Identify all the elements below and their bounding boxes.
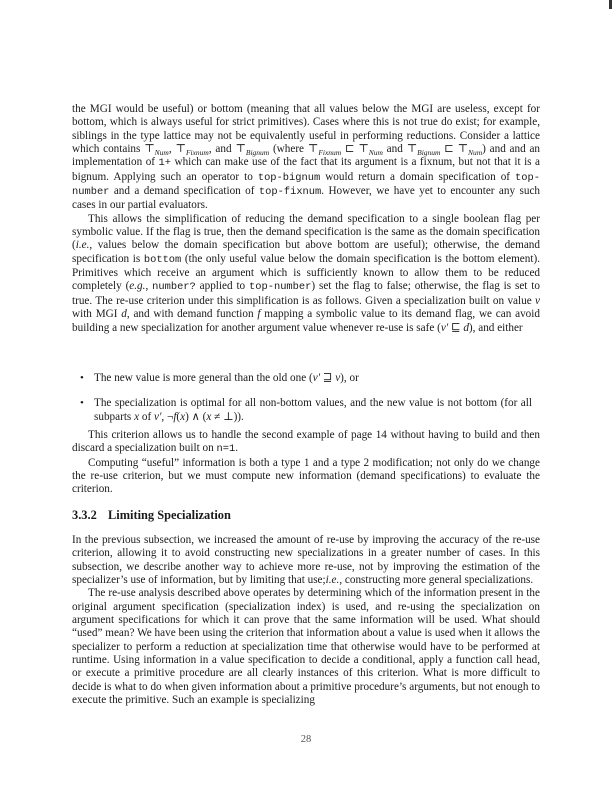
code-token: 1+	[158, 157, 171, 170]
code-token: n=1	[216, 443, 236, 456]
text-block-top	[72, 103, 540, 335]
code-token: top-number	[249, 281, 312, 294]
section-heading	[72, 508, 231, 523]
math-var: v	[335, 372, 341, 384]
subscript: Bignum	[417, 148, 441, 158]
code-token: top-bignum	[257, 171, 321, 184]
math-var: f	[257, 308, 261, 321]
math-var: i.e.	[325, 574, 340, 587]
math-var: x	[206, 410, 212, 423]
section-number: 3.3.2	[72, 508, 97, 522]
subscript: Num	[467, 148, 483, 158]
paragraph-p3: This criterion allows us to handle the second example of page 14 without having to build and then discard a specialization built on n=1.	[72, 429, 540, 456]
math-var: v′	[153, 410, 162, 423]
math-var: v	[535, 294, 540, 307]
subscript: Num	[154, 148, 169, 158]
code-token: top-fixnum	[258, 186, 322, 199]
page-number: 28	[300, 734, 312, 745]
paragraph-p6: The re-use analysis described above operates by determining which of the information present in the original argument specification (specialization index) is used, and re-using the specialization on argument specifications for which it can prove that the same information will be used. What should “used” mean? We have been using the criterion that information about a value is used when it allows the specializer to perform a reduction at specialization time that otherwise would have to be performed at runtime. Using information in a value specification to decide a conditional, apply a function call head, or execute a primitive procedure are all clearly instances of this criterion. What is more difficult to decide is what to do when given information about a primitive procedure’s arguments, but not enough to execute the primitive. Such an example is specializing	[72, 587, 540, 707]
math-var: d	[121, 308, 127, 321]
bullet-item: • The new value is more general than the old one (v′ ⊒ v), or	[72, 372, 540, 385]
code-token: bottom	[143, 253, 182, 266]
math-var: d	[463, 321, 469, 334]
bullet-list	[72, 372, 540, 424]
math-var: f	[173, 410, 177, 423]
bullet-item: • The specialization is optimal for all non-bottom values, and the new value is not bottom (for all subparts x of v′, ¬f(x) ∧ (x ≠ ⊥)).	[72, 397, 540, 424]
math-var: e.g.	[129, 280, 146, 293]
subscript: Fixnum	[185, 148, 209, 158]
paragraph-p2: This allows the simplification of reducing the demand specification to a single boolean flag per symbolic value. If the flag is true, then the demand specification is the same as the domain specification (i.e., values below the domain specification but above bottom are useful); otherwise, the demand specification is bottom (the only useful value below the domain specification is the bottom element). Primitives which receive an argument which is sufficiently known to allow them to be reduced completely (e.g., number? applied to top-number) set the flag to false; otherwise, the flag is set to true. The re-use criterion under this simplification is as follows. Given a specialization built on value v with MGI d, and with demand function f mapping a symbolic value to its demand flag, we can avoid building a new specialization for another argument value whenever re-use is safe (v′ ⊑ d), and either	[72, 212, 540, 334]
paragraph-p4: Computing “useful” information is both a type 1 and a type 2 modification; not only do we change the re-use criterion, but we must compute new information (demand specifications) to evaluate the criterion.	[72, 456, 540, 496]
math-var: v′	[312, 372, 321, 384]
math-var: i.e.	[75, 239, 90, 252]
subscript: Fixnum	[318, 148, 342, 158]
math-var: v′	[440, 321, 449, 334]
criteria-list	[72, 372, 540, 424]
subscript: Bignum	[245, 148, 270, 158]
paragraph-p1: the MGI would be useful) or bottom (meaning that all values below the MGI are useless, except for bottom, which is always useful for strict primitives). Cases where this is not true do exist; for example, siblings in the type lattice may not be equivalently useful in performing reductions. Consider a lattice which contains $⊤_{Num}$, $⊤_{Fixnum}$, and $⊤_{Bignum}$ (where $⊤_{Fixnum}$ ⊏ $⊤_{Num}$ and $⊤_{Bignum}$ ⊏ $⊤_{Num}$) and and an implementation of 1+ which can make use of the fact that its argument is a fixnum, but not that it is a bignum. Applying such an operator to top-bignum would return a domain specification of top-number and a demand specification of top-fixnum. However, we have yet to encounter any such cases in our partial evaluators.	[72, 103, 541, 212]
paragraph-p5: In the previous subsection, we increased the amount of re-use by improving the accuracy of the re-use criterion, allowing it to avoid constructing new specializations in a greater number of cases. In this subsection, we describe another way to achieve more re-use, not by improving the estimation of the specializer’s use of information, but by limiting that use;i.e., constructing more general specializations.	[72, 534, 540, 587]
text-block-bottom	[72, 534, 540, 707]
section-title: Limiting Specialization	[108, 508, 231, 522]
subscript: Num	[368, 148, 383, 158]
math-var: x	[180, 410, 186, 423]
code-token: number?	[152, 281, 196, 294]
code-token: top-number	[72, 171, 540, 199]
text-block-mid	[72, 429, 540, 497]
math-var: x	[134, 410, 140, 423]
